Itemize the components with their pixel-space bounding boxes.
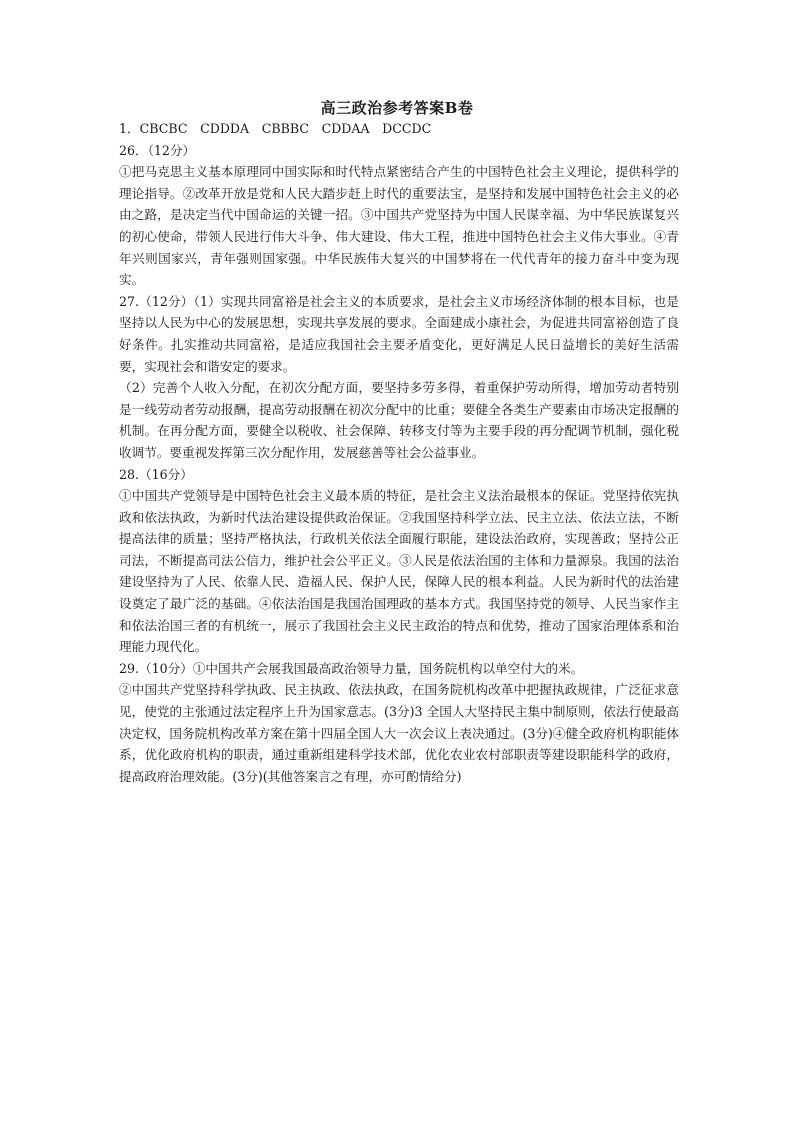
answer-heading-26: 26．（12分） [119,142,196,158]
answer-paragraph-27-2: （2）完善个人收入分配，在初次分配方面，要坚持多劳多得，着重保护劳动所得，增加劳动者特别是一线劳动者劳动报酬，提高劳动报酬在初次分配中的比重；要健全各类生产要素由市场决定报酬的机制。在再分配方面，要健全以税收、社会保障、转移支付等为主要手段的再分配调节机制，强化税收调节。要重视发挥第三次分配作用，发展慈善等社会公益事业。 [119,380,679,460]
answer-paragraph-29-2: ②中国共产党坚持科学执政、民主执政、依法执政，在国务院机构改革中把握执政规律，广泛征求意见，使党的主张通过法定程序上升为国家意志。(3分)3 全国人大坚持民主集中制原则，依法行使最高决定权，国务院机构改革方案在第十四届全国人大一次会议上表决通过。(3分)④健全政府机构职能体系，优化政府机构的职责，通过重新组建科学技术部，优化农业农村部职责等建设职能科学的政府，提高政府治理效能。(3分)(其他答案言之有理，亦可酌情给分) [119,682,679,784]
answer-paragraph-28: ①中国共产党领导是中国特色社会主义最本质的特征，是社会主义法治最根本的保证。党坚持依宪执政和依法执政，为新时代法治建设提供政治保证。②我国坚持科学立法、民主立法、依法立法，不断提高法律的质量；坚持严格执法，行政机关依法全面履行职能，建设法治政府，实现善政；坚持公正司法，不断提高司法公信力，维护社会公平正义。③人民是依法治国的主体和力量源泉。我国的法治建设坚持为了人民、依靠人民、造福人民、保护人民，保障人民的根本利益。人民为新时代的法治建设奠定了最广泛的基础。④依法治国是我国治国理政的基本方式。我国坚持党的领导、人民当家作主和依法治国三者的有机统一，展示了我国社会主义民主政治的特点和优势，推动了国家治理体系和治理能力现代化。 [119,488,679,655]
answer-heading-28: 28.（16分） [119,466,193,482]
page-title: 高三政治参考答案B卷 [320,99,474,117]
answer-paragraph-26: ①把马克思主义基本原理同中国实际和时代特点紧密结合产生的中国特色社会主义理论，提供科学的理论指导。②改革开放是党和人民大踏步赶上时代的重要法宝，是坚持和发展中国特色社会主义的必由之路，是决定当代中国命运的关键一招。③中国共产党坚持为中国人民谋幸福、为中华民族谋复兴的初心使命，带领人民进行伟大斗争、伟大建设、伟大工程，推进中国特色社会主义伟大事业。④青年兴则国家兴，青年强则国家强。中华民族伟大复兴的中国梦将在一代代青年的接力奋斗中变为现实。 [119,164,679,288]
answer-content [119,118,679,787]
answer-paragraph-29-1: 29.（10分）①中国共产会展我国最高政治领导力量，国务院机构以单空付大的米。 [119,660,584,676]
answer-paragraph-27-1: 27.（12分）（1）实现共同富裕是社会主义的本质要求，是社会主义市场经济体制的根本目标，也是坚持以人民为中心的发展思想，实现共享发展的要求。全面建成小康社会，为促进共同富裕创造了良好条件。扎实推动共同富裕，是适应我国社会主要矛盾变化，更好满足人民日益增长的美好生活需要，实现社会和谐安定的要求。 [119,293,679,374]
answer-line-choice: 1．CBCBC CDDDA CBBBC CDDAA DCCDC [119,121,432,136]
